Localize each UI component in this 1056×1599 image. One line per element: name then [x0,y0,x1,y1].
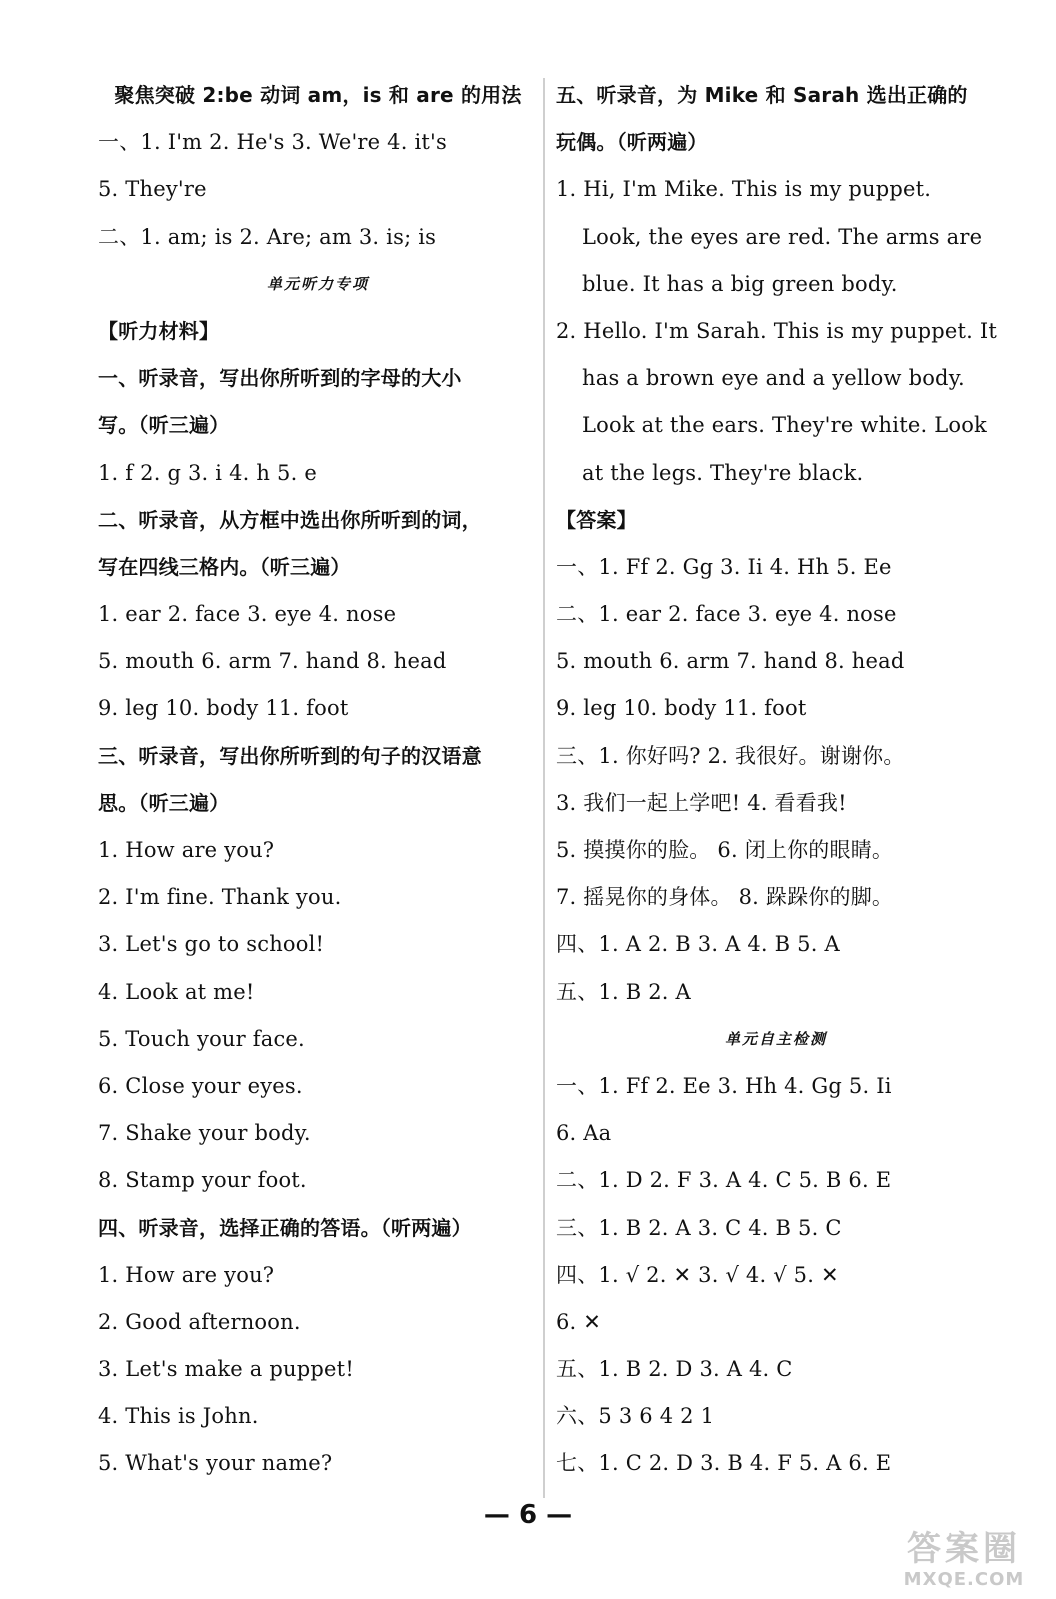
unit-subheading: 单元听力专项 [266,274,369,293]
left-line: 4. Look at me! [98,979,255,1004]
right-line: 五、1. B 2. D 3. A 4. C [556,1357,793,1382]
left-line: 9. leg 10. body 11. foot [98,696,349,721]
question-heading: 思。（听三遍） [98,790,230,815]
right-line: 七、1. C 2. D 3. B 4. F 5. A 6. E [556,1451,892,1476]
left-line: 1. f 2. g 3. i 4. h 5. e [98,460,317,485]
watermark-url: MXQE.COM [903,1569,1025,1590]
left-line: 7. Shake your body. [98,1121,311,1146]
left-line: 3. Let's make a puppet! [98,1357,354,1382]
left-line: 5. What's your name? [98,1451,333,1476]
right-line: 一、1. Ff 2. Ee 3. Hh 4. Gg 5. Ii [556,1073,892,1098]
right-line: 二、1. D 2. F 3. A 4. C 5. B 6. E [556,1168,892,1193]
right-line: 9. leg 10. body 11. foot [556,696,807,721]
right-line: 7. 摇晃你的身体。 8. 跺跺你的脚。 [556,885,894,910]
left-line: 一、1. I'm 2. He's 3. We're 4. it's [98,130,447,155]
right-line: Look at the ears. They're white. Look [582,413,987,438]
right-line: 二、1. ear 2. face 3. eye 4. nose [556,602,897,627]
left-line: 6. Close your eyes. [98,1073,303,1098]
right-line: 四、1. A 2. B 3. A 4. B 5. A [556,932,840,957]
watermark [884,1529,1044,1591]
right-line: 四、1. √ 2. ✕ 3. √ 4. √ 5. ✕ [556,1262,839,1287]
question-heading: 二、听录音，从方框中选出你所听到的词， [98,507,482,532]
right-line: Look, the eyes are red. The arms are [582,224,983,249]
left-line: 5. mouth 6. arm 7. hand 8. head [98,649,447,674]
page-number: — 6 — [483,1500,573,1530]
right-line: 6. Aa [556,1121,612,1146]
right-line: 三、1. B 2. A 3. C 4. B 5. C [556,1215,842,1240]
right-line: 3. 我们一起上学吧! 4. 看看我! [556,790,847,815]
left-line: 二、1. am; is 2. Are; am 3. is; is [98,224,437,249]
left-line: 5. They're [98,177,207,202]
unit-subheading: 单元自主检测 [724,1029,827,1048]
right-line: blue. It has a big green body. [582,271,898,296]
question-heading: 写。（听三遍） [98,413,230,438]
question-heading: 五、听录音，为 Mike 和 Sarah 选出正确的 [556,83,968,107]
right-line: 5. mouth 6. arm 7. hand 8. head [556,649,905,674]
right-line: at the legs. They're black. [582,460,864,485]
watermark-logo: 答案圈 [907,1529,1021,1569]
section-heading: 聚焦突破 2:be 动词 am，is 和 are 的用法 [114,83,522,107]
left-line: 2. Good afternoon. [98,1309,301,1334]
question-heading: 一、听录音，写出你所听到的字母的大小 [98,366,462,391]
question-heading: 【听力材料】 [98,318,220,343]
left-line: 2. I'm fine. Thank you. [98,885,342,910]
left-column [98,72,538,1488]
question-heading: 【答案】 [556,507,637,532]
left-line: 4. This is John. [98,1404,259,1429]
left-line: 1. ear 2. face 3. eye 4. nose [98,602,397,627]
right-line: 五、1. B 2. A [556,979,691,1004]
column-divider [543,78,545,1498]
right-line: 6. ✕ [556,1309,602,1334]
left-line: 8. Stamp your foot. [98,1168,307,1193]
left-line: 1. How are you? [98,838,275,862]
right-line: 六、5 3 6 4 2 1 [556,1404,715,1429]
right-line: 三、1. 你好吗? 2. 我很好。谢谢你。 [556,743,905,768]
right-line: 1. Hi, I'm Mike. This is my puppet. [556,177,932,202]
left-line: 3. Let's go to school! [98,932,325,957]
question-heading: 三、听录音，写出你所听到的句子的汉语意 [98,743,482,768]
right-column [556,72,996,1488]
question-heading: 写在四线三格内。（听三遍） [98,554,351,579]
question-heading: 玩偶。（听两遍） [556,130,708,155]
right-line: has a brown eye and a yellow body. [582,366,965,391]
right-line: 5. 摸摸你的脸。 6. 闭上你的眼睛。 [556,838,894,862]
right-line: 一、1. Ff 2. Gg 3. Ii 4. Hh 5. Ee [556,554,892,579]
left-line: 1. How are you? [98,1262,275,1287]
left-line: 5. Touch your face. [98,1026,305,1051]
question-heading: 四、听录音，选择正确的答语。（听两遍） [98,1215,472,1240]
right-line: 2. Hello. I'm Sarah. This is my puppet. It [556,318,998,343]
